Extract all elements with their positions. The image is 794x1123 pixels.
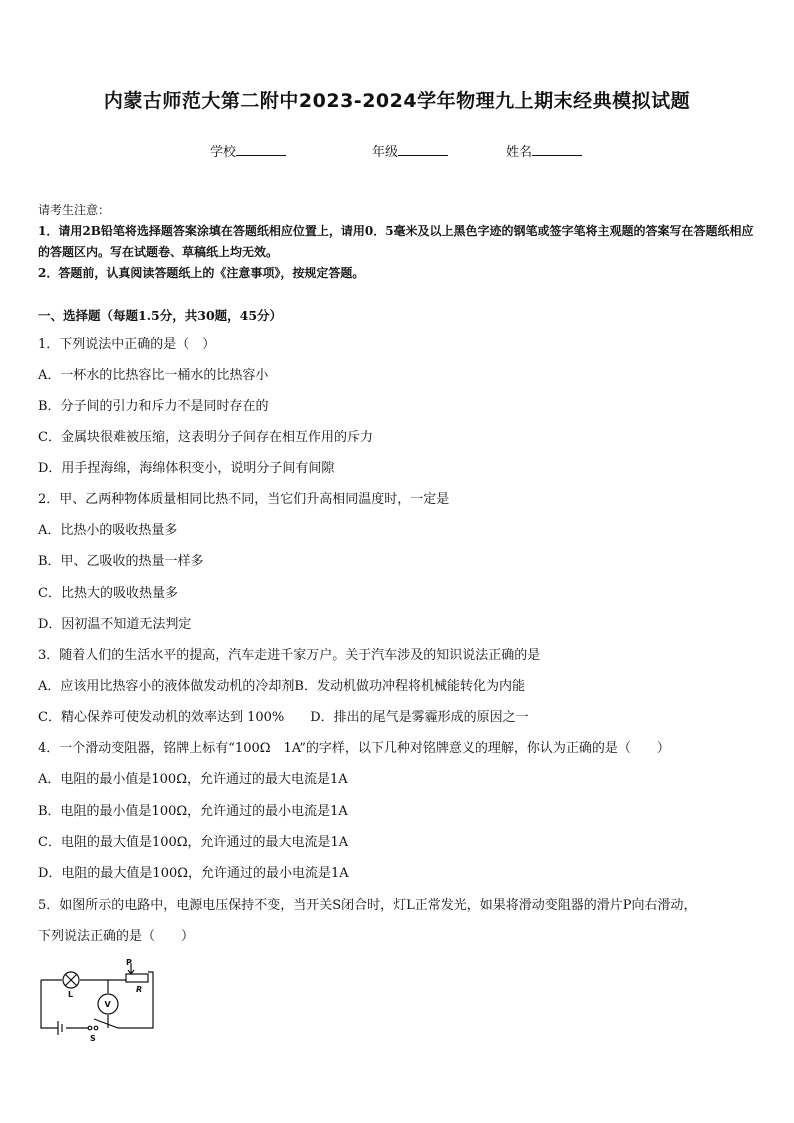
circuit-wire-left [41, 980, 58, 1028]
switch-icon [88, 1026, 92, 1030]
school-label: 学校 [210, 145, 237, 160]
section-heading: 一、选择题（每题1.5分，共30题，45分） [38, 308, 283, 323]
name-blank [532, 143, 582, 156]
q2-option-a: A．比热小的吸收热量多 [38, 523, 178, 538]
grade-blank [398, 143, 448, 156]
q2-option-d: D．因初温不知道无法判定 [38, 617, 192, 632]
q1-option-c: C．金属块很难被压缩，这表明分子间存在相互作用的斥力 [38, 430, 373, 445]
rheostat-icon [126, 974, 148, 982]
label-S: S [90, 1034, 96, 1043]
q3-options-ab: A．应该用比热容小的液体做发动机的冷却剂B．发动机做功冲程将机械能转化为内能 [38, 679, 525, 694]
label-P: P [126, 958, 132, 967]
q3-stem: 3．随着人们的生活水平的提高，汽车走进千家万户。关于汽车涉及的知识说法正确的是 [38, 648, 541, 663]
q2-stem: 2．甲、乙两种物体质量相同比热不同，当它们升高相同温度时，一定是 [38, 492, 450, 507]
q5-stem-line-2: 下列说法正确的是（ ） [38, 929, 195, 944]
name-field [506, 141, 582, 160]
circuit-diagram [38, 955, 163, 1045]
grade-field [372, 141, 448, 160]
q4-option-c: C．电阻的最大值是100Ω，允许通过的最大电流是1A [38, 835, 349, 850]
q4-stem: 4．一个滑动变阻器，铭牌上标有“100Ω 1A”的字样，以下几种对铭牌意义的理解，你认为正确的是（ ） [38, 741, 670, 756]
q1-option-d: D．用手捏海绵，海绵体积变小，说明分子间有间隙 [38, 461, 335, 476]
q5-stem-line-1: 5．如图所示的电路中，电源电压保持不变，当开关S闭合时，灯L正常发光，如果将滑动变阻器的滑片P向右滑动， [38, 898, 697, 913]
label-R: R [136, 985, 143, 994]
school-field [210, 141, 286, 160]
notice-block [38, 200, 760, 284]
grade-label: 年级 [372, 145, 399, 160]
q2-option-b: B．甲、乙吸收的热量一样多 [38, 554, 204, 569]
q1-option-b: B．分子间的引力和斥力不是同时存在的 [38, 399, 269, 414]
notice-item-2: 2．答题前，认真阅读答题纸上的《注意事项》，按规定答题。 [38, 266, 365, 280]
q2-option-c: C．比热大的吸收热量多 [38, 586, 178, 601]
notice-item-1: 1．请用2B铅笔将选择题答案涂填在答题纸相应位置上，请用0．5毫米及以上黑色字迹的钢笔或签字笔将主观题的答案写在答题纸相应的答题区内。写在试题卷、草稿纸上均无效。 [38, 224, 754, 259]
page-title: 内蒙古师范大第二附中2023-2024学年物理九上期末经典模拟试题 [103, 90, 691, 112]
label-V: V [104, 1000, 111, 1009]
q1-option-a: A．一杯水的比热容比一桶水的比热容小 [38, 368, 269, 383]
school-blank [236, 143, 286, 156]
label-L: L [68, 990, 74, 999]
notice-heading: 请考生注意： [38, 203, 111, 217]
q1-stem: 1．下列说法中正确的是（ ） [38, 337, 216, 352]
name-label: 姓名 [506, 145, 533, 160]
q4-option-a: A．电阻的最小值是100Ω，允许通过的最大电流是1A [38, 772, 348, 787]
q4-option-b: B．电阻的最小值是100Ω，允许通过的最小电流是1A [38, 804, 348, 819]
battery-icon [58, 1021, 62, 1035]
q3-options-cd: C．精心保养可使发动机的效率达到 100% D．排出的尾气是雾霾形成的原因之一 [38, 710, 529, 725]
q4-option-d: D．电阻的最大值是100Ω，允许通过的最小电流是1A [38, 866, 349, 881]
